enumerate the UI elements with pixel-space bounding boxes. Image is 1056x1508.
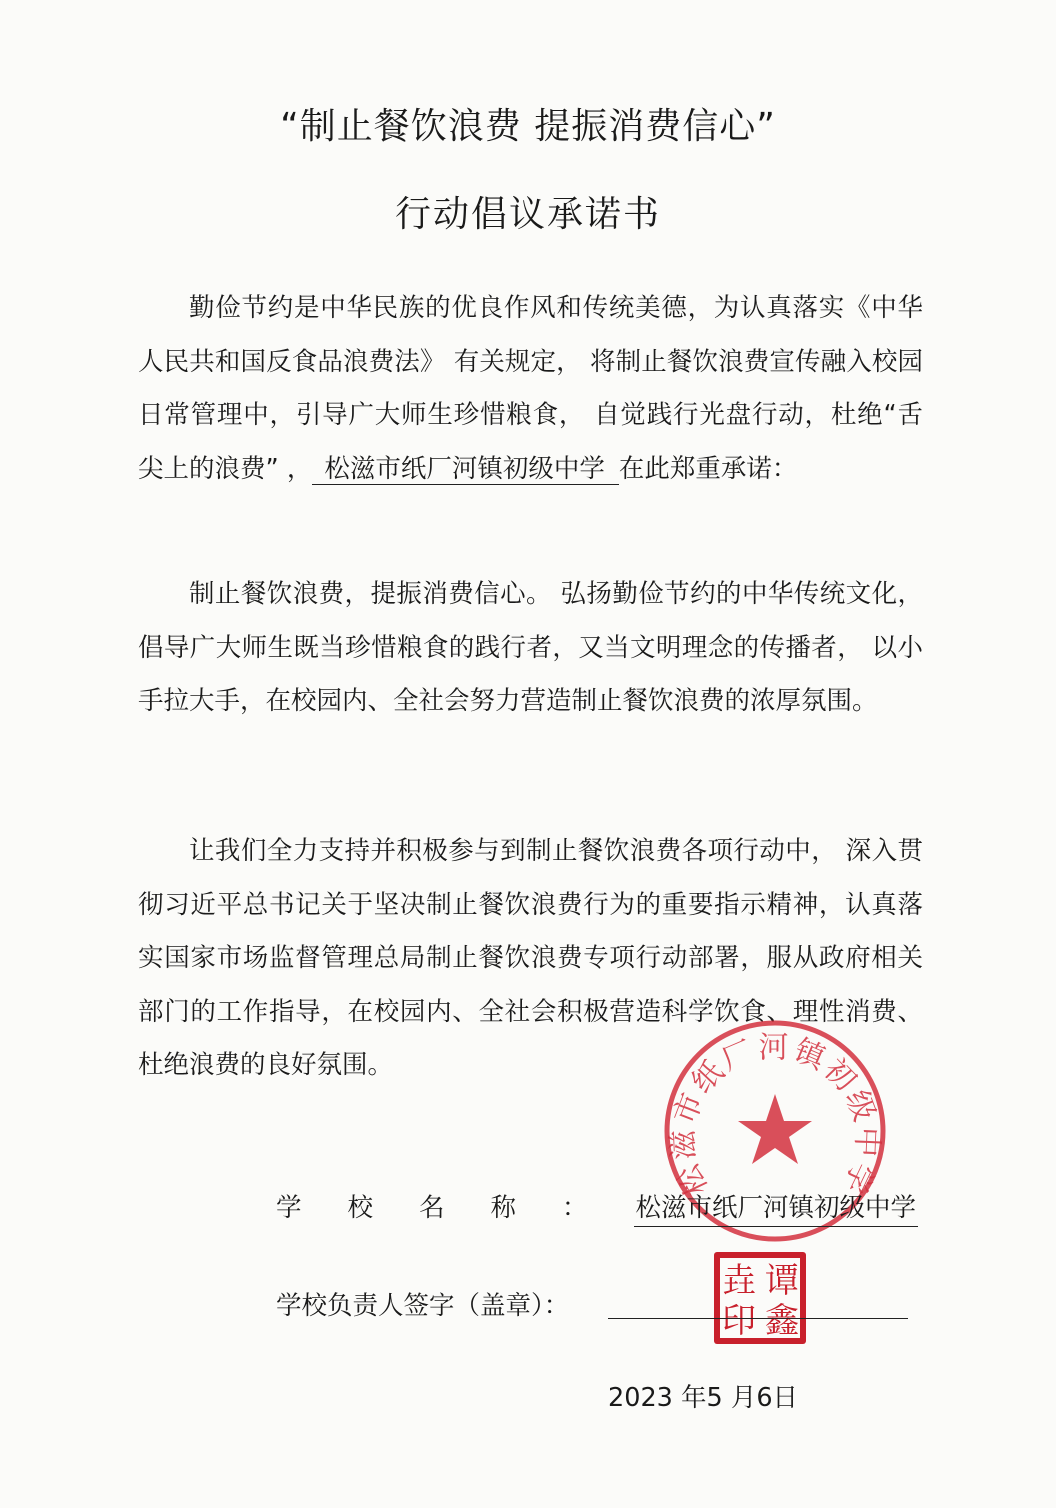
stamp-char-2: 垚 xyxy=(722,1261,756,1301)
school-name-row xyxy=(276,1188,918,1227)
school-name-underlined: 松滋市纸厂河镇初级中学 xyxy=(312,454,619,485)
principal-name-stamp xyxy=(712,1250,808,1346)
signature-line xyxy=(608,1318,908,1319)
document-date: 2023 年5 月6日 xyxy=(608,1383,799,1413)
school-name-value: 松滋市纸厂河镇初级中学 xyxy=(634,1188,919,1227)
paragraph-3: 让我们全力支持并积极参与到制止餐饮浪费各项行动中， 深入贯彻习近平总书记关于坚决制止餐饮浪费行为的重要指示精神，认真落实国家市场监督管理总局制止餐饮浪费专项行动部署，服从政府相关部门的工作指导，在校园内、全社会积极营造科学饮食、理性消费、杜绝浪费的良好氛围。 xyxy=(138,836,923,1080)
stamp-char-1: 谭 xyxy=(765,1261,799,1301)
paragraph-1-text: 勤俭节约是中华民族的优良作风和传统美德，为认真落实《中华人民共和国反食品浪费法》 有关规定， 将制止餐饮浪费宣传融入校园日常管理中，引导广大师生珍惜粮食， 自觉践行光盘行动，杜绝“舌尖上的浪费” ， xyxy=(138,293,923,484)
document-title-line2: 行动倡议承诺书 xyxy=(394,194,661,235)
seal-text: 松滋市纸厂河镇初级中学 xyxy=(665,1030,885,1202)
stamp-char-4: 印 xyxy=(722,1301,756,1341)
paragraph-2: 制止餐饮浪费，提振消费信心。 弘扬勤俭节约的中华传统文化，倡导广大师生既当珍惜粮食的践行者，又当文明理念的传播者， 以小手拉大手，在校园内、全社会努力营造制止餐饮浪费的浓厚氛围。 xyxy=(138,579,923,716)
stamp-char-3: 鑫 xyxy=(765,1301,799,1341)
principal-signature-label: 学校负责人签字（盖章）： xyxy=(276,1291,570,1321)
seal-star-icon xyxy=(738,1094,812,1164)
paragraph-1-ending: 在此郑重承诺： xyxy=(618,453,798,484)
document-title-line1: “制止餐饮浪费 提振消费信心” xyxy=(280,106,776,147)
school-name-label: 学校名称： xyxy=(276,1193,634,1223)
paragraph-1 xyxy=(138,282,923,496)
